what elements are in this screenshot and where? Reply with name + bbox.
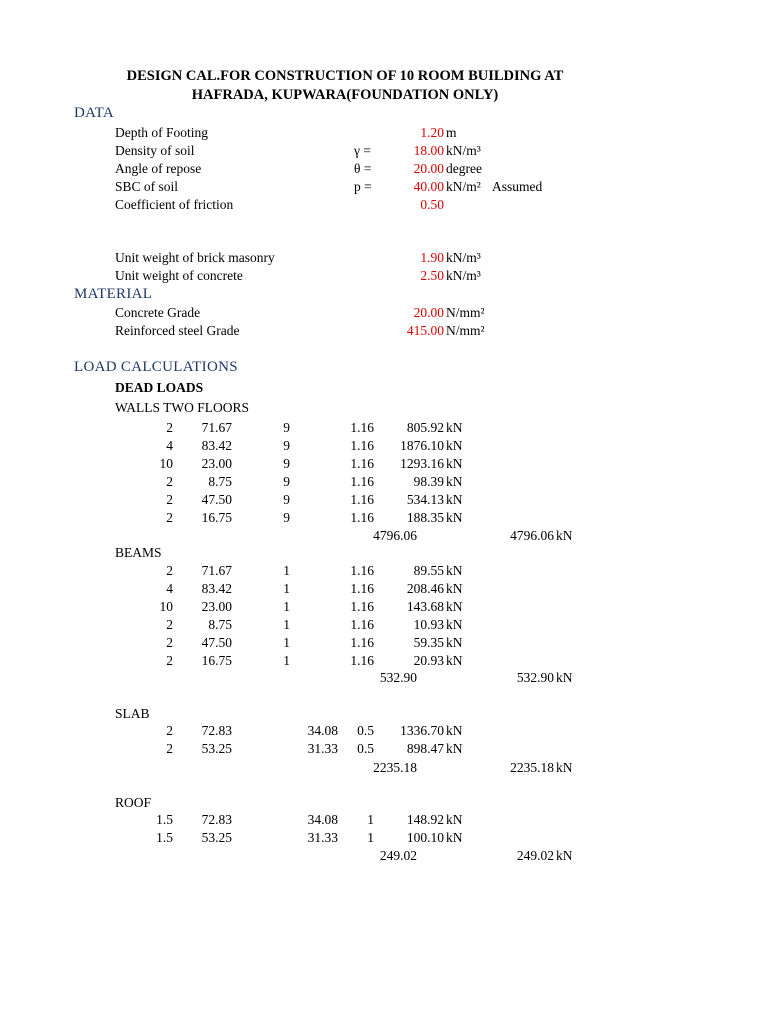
table-cell-unit: kN (446, 599, 463, 614)
table-cell-factor: 1 (367, 812, 374, 827)
data-note: Assumed (492, 179, 543, 194)
table-cell-total: 10.93 (413, 617, 444, 632)
table-cell-unit: kN (446, 492, 463, 507)
table-cell-height: 1 (283, 599, 290, 614)
material-label: Reinforced steel Grade (115, 323, 240, 338)
group-subtotal: 4796.06 (373, 528, 417, 543)
page-title-line1: DESIGN CAL.FOR CONSTRUCTION OF 10 ROOM BUILDING AT (126, 68, 564, 84)
material-value: 415.00 (406, 323, 444, 338)
group-carried-unit: kN (556, 528, 573, 543)
table-cell-total: 534.13 (406, 492, 444, 507)
data-value: 1.90 (420, 250, 444, 265)
section-heading-load-calculations: LOAD CALCULATIONS (74, 359, 238, 375)
table-cell-total: 898.47 (406, 741, 444, 756)
table-cell-width: 34.08 (307, 723, 338, 738)
group-carried-unit: kN (556, 670, 573, 685)
table-cell-length: 23.00 (201, 456, 232, 471)
table-cell-total: 89.55 (413, 563, 444, 578)
table-cell-height: 1 (283, 617, 290, 632)
group-label: WALLS TWO FLOORS (115, 400, 250, 415)
table-cell-length: 72.83 (201, 812, 232, 827)
group-label: BEAMS (115, 545, 162, 560)
table-cell-total: 1293.16 (400, 456, 444, 471)
table-cell-width: 31.33 (307, 830, 338, 845)
table-cell-total: 100.10 (406, 830, 444, 845)
table-cell-length: 71.67 (201, 420, 232, 435)
table-cell-length: 16.75 (201, 653, 232, 668)
table-cell-height: 9 (283, 456, 290, 471)
table-cell-unit: kN (446, 723, 463, 738)
table-cell-total: 20.93 (413, 653, 444, 668)
table-cell-unit: kN (446, 510, 463, 525)
group-label: SLAB (115, 706, 150, 721)
table-cell-factor: 1 (367, 830, 374, 845)
table-cell-count: 2 (166, 492, 173, 507)
table-cell-count: 1.5 (156, 830, 173, 845)
table-cell-unit: kN (446, 635, 463, 650)
group-label: ROOF (115, 795, 152, 810)
table-cell-unit: kN (446, 438, 463, 453)
data-label: Unit weight of brick masonry (115, 250, 275, 265)
data-value: 1.20 (420, 125, 444, 140)
table-cell-factor: 1.16 (350, 599, 374, 614)
table-cell-factor: 0.5 (357, 723, 374, 738)
data-symbol: p = (354, 179, 372, 194)
table-cell-height: 9 (283, 438, 290, 453)
table-cell-height: 9 (283, 474, 290, 489)
table-cell-factor: 1.16 (350, 653, 374, 668)
data-symbol: θ = (354, 161, 372, 176)
data-label: SBC of soil (115, 179, 179, 194)
table-cell-unit: kN (446, 581, 463, 596)
table-cell-length: 72.83 (201, 723, 232, 738)
table-cell-length: 23.00 (201, 599, 232, 614)
table-cell-length: 47.50 (201, 635, 232, 650)
data-value: 20.00 (413, 161, 444, 176)
table-cell-factor: 1.16 (350, 563, 374, 578)
table-cell-height: 9 (283, 510, 290, 525)
data-unit: kN/m³ (446, 143, 481, 158)
group-carried-total: 532.90 (516, 670, 554, 685)
data-symbol: γ = (354, 143, 371, 158)
table-cell-length: 8.75 (208, 474, 232, 489)
table-cell-unit: kN (446, 563, 463, 578)
table-cell-unit: kN (446, 456, 463, 471)
table-cell-count: 10 (159, 456, 173, 471)
table-cell-count: 1.5 (156, 812, 173, 827)
section-heading-material: MATERIAL (74, 286, 153, 302)
data-unit: kN/m³ (446, 268, 481, 283)
group-carried-total: 249.02 (516, 848, 554, 863)
data-value: 18.00 (413, 143, 444, 158)
table-cell-factor: 1.16 (350, 581, 374, 596)
table-cell-total: 1336.70 (400, 723, 444, 738)
data-value: 2.50 (420, 268, 444, 283)
data-value: 40.00 (413, 179, 444, 194)
material-value: 20.00 (413, 305, 444, 320)
group-carried-unit: kN (556, 760, 573, 775)
table-cell-unit: kN (446, 830, 463, 845)
data-label: Unit weight of concrete (115, 268, 243, 283)
group-subtotal: 2235.18 (373, 760, 417, 775)
table-cell-total: 59.35 (413, 635, 444, 650)
table-cell-length: 16.75 (201, 510, 232, 525)
group-carried-total: 2235.18 (510, 760, 554, 775)
table-cell-height: 1 (283, 635, 290, 650)
data-unit: m (446, 125, 457, 140)
data-label: Angle of repose (115, 161, 202, 176)
table-cell-factor: 0.5 (357, 741, 374, 756)
table-cell-total: 98.39 (413, 474, 444, 489)
table-cell-count: 2 (166, 741, 173, 756)
table-cell-factor: 1.16 (350, 635, 374, 650)
table-cell-height: 9 (283, 492, 290, 507)
data-unit: kN/m³ (446, 250, 481, 265)
data-label: Coefficient of friction (115, 197, 234, 212)
section-heading-data: DATA (74, 105, 114, 121)
table-cell-count: 2 (166, 510, 173, 525)
table-cell-count: 2 (166, 563, 173, 578)
table-cell-height: 1 (283, 653, 290, 668)
table-cell-height: 9 (283, 420, 290, 435)
table-cell-height: 1 (283, 563, 290, 578)
table-cell-factor: 1.16 (350, 617, 374, 632)
table-cell-total: 148.92 (406, 812, 444, 827)
group-carried-total: 4796.06 (510, 528, 554, 543)
material-unit: N/mm² (446, 305, 485, 320)
table-cell-total: 143.68 (406, 599, 444, 614)
data-unit: degree (446, 161, 482, 176)
table-cell-total: 805.92 (406, 420, 444, 435)
table-cell-count: 2 (166, 635, 173, 650)
table-cell-factor: 1.16 (350, 456, 374, 471)
table-cell-total: 208.46 (406, 581, 444, 596)
table-cell-factor: 1.16 (350, 420, 374, 435)
table-cell-factor: 1.16 (350, 510, 374, 525)
data-unit: kN/m² (446, 179, 481, 194)
table-cell-unit: kN (446, 474, 463, 489)
table-cell-length: 8.75 (208, 617, 232, 632)
subheading-dead-loads: DEAD LOADS (115, 380, 204, 395)
table-cell-count: 10 (159, 599, 173, 614)
table-cell-unit: kN (446, 617, 463, 632)
table-cell-total: 188.35 (406, 510, 444, 525)
table-cell-unit: kN (446, 420, 463, 435)
table-cell-length: 71.67 (201, 563, 232, 578)
table-cell-count: 2 (166, 653, 173, 668)
page-title-line2: HAFRADA, KUPWARA(FOUNDATION ONLY) (191, 87, 499, 103)
table-cell-count: 2 (166, 723, 173, 738)
table-cell-unit: kN (446, 741, 463, 756)
table-cell-length: 53.25 (201, 741, 232, 756)
table-cell-factor: 1.16 (350, 492, 374, 507)
table-cell-length: 83.42 (201, 438, 232, 453)
table-cell-count: 2 (166, 420, 173, 435)
material-label: Concrete Grade (115, 305, 201, 320)
data-value: 0.50 (420, 197, 444, 212)
data-label: Depth of Footing (115, 125, 208, 140)
table-cell-count: 4 (166, 438, 173, 453)
table-cell-count: 4 (166, 581, 173, 596)
table-cell-count: 2 (166, 617, 173, 632)
table-cell-unit: kN (446, 653, 463, 668)
table-cell-width: 31.33 (307, 741, 338, 756)
table-cell-length: 53.25 (201, 830, 232, 845)
table-cell-count: 2 (166, 474, 173, 489)
table-cell-unit: kN (446, 812, 463, 827)
table-cell-width: 34.08 (307, 812, 338, 827)
table-cell-length: 47.50 (201, 492, 232, 507)
table-cell-height: 1 (283, 581, 290, 596)
data-label: Density of soil (115, 143, 195, 158)
table-cell-length: 83.42 (201, 581, 232, 596)
table-cell-factor: 1.16 (350, 474, 374, 489)
group-subtotal: 249.02 (379, 848, 417, 863)
group-carried-unit: kN (556, 848, 573, 863)
material-unit: N/mm² (446, 323, 485, 338)
table-cell-factor: 1.16 (350, 438, 374, 453)
table-cell-total: 1876.10 (400, 438, 444, 453)
group-subtotal: 532.90 (379, 670, 417, 685)
